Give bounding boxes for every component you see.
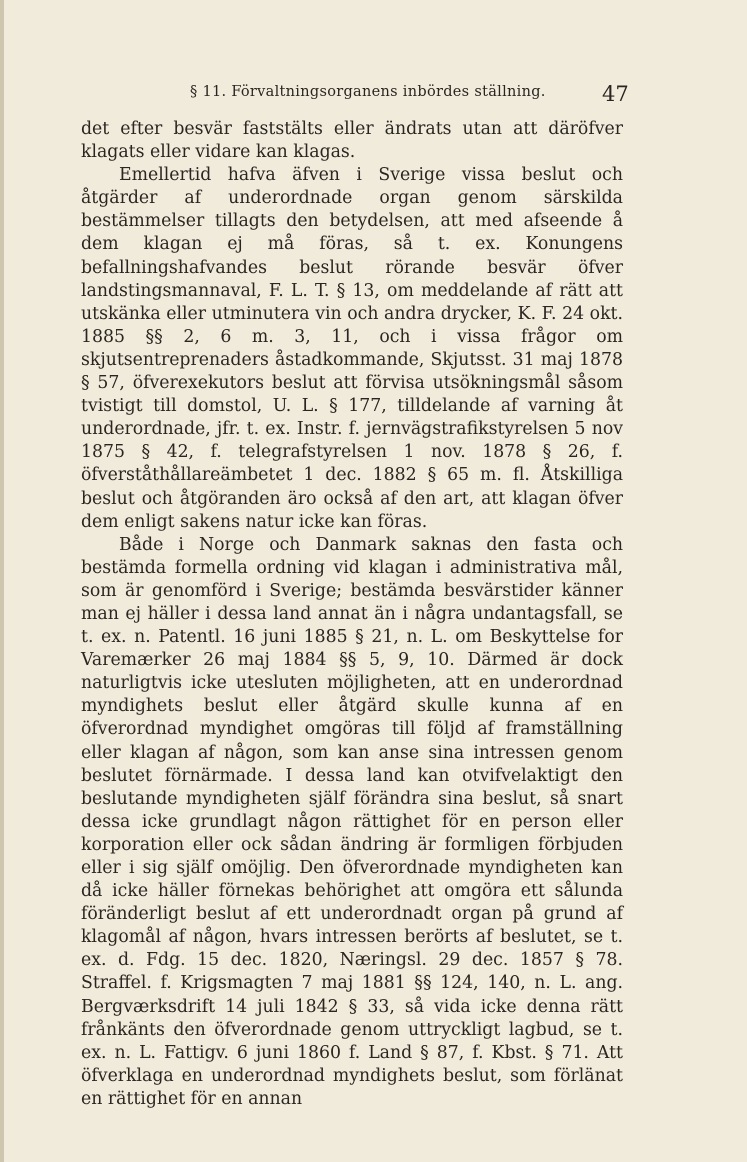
page-number: 47: [602, 82, 629, 106]
paragraph: Emellertid hafva äfven i Sverige vissa beslut och åtgärder af underordnade organ genom särskilda bestämmelser tillagts den betydelsen, att med afseende å dem klagan ej må föras, så t. ex. Konungens befallningshafvandes beslut rörande besvär öfver landstingsmannaval, F. L. T. § 13, om meddelande af rätt att utskänka eller utminutera vin och andra drycker, K. F. 24 okt. 1885 §§ 2, 6 m. 3, 11, och i vissa frågor om skjutsentreprenaders åstadkommande, Skjutsst. 31 maj 1878 § 57, öfverexekutors beslut att förvisa utsökningsmål såsom tvistigt till domstol, U. L. § 177, tilldelande af varning åt underordnade, jfr. t. ex. Instr. f. jernvägstrafikstyrelsen 5 nov 1875 § 42, f. telegrafstyrelsen 1 nov. 1878 § 26, f. öfverståthållareämbetet 1 dec. 1882 § 65 m. fl. Åtskilliga beslut och åtgöranden äro också af den art, att klagan öfver dem enligt sakens natur icke kan föras.: [81, 165, 623, 532]
paragraph: Både i Norge och Danmark saknas den fasta och bestämda formella ordning vid klagan i administrativa mål, som är genomförd i Sverige; bestämda besvärstider känner man ej häller i dessa land annat än i några undantagsfall, se t. ex. n. Patentl. 16 juni 1885 § 21, n. L. om Beskyttelse for Varemærker 26 maj 1884 §§ 5, 9, 10. Därmed är dock naturligtvis icke utesluten möjligheten, att en underordnad myndighets beslut eller åtgärd skulle kunna af en öfverordnad myndighet omgöras till följd af framställning eller klagan af någon, som kan anse sina intressen genom beslutet förnärmade. I dessa land kan otvifvelaktigt den beslutande myndigheten själf förändra sina beslut, så snart dessa icke grundlagt någon rättighet för en person eller korporation eller ock sådan ändring är formligen förbjuden eller i sig själf omöjlig. Den öfverordnade myndigheten kan då icke häller förnekas behörighet att omgöra ett sålunda föränderligt beslut af ett underordnadt organ på grund af klagomål af någon, hvars intressen berörts af beslutet, se t. ex. d. Fdg. 15 dec. 1820, Næringsl. 29 dec. 1857 § 78. Straffel. f. Krigsmagten 7 maj 1881 §§ 124, 140, n. L. ang. Bergværksdrift 14 juli 1842 § 33, så vida icke denna rätt frånkänts den öfverordnade genom uttryckligt lagbud, se t. ex. n. L. Fattigv. 6 juni 1860 f. Land § 87, f. Kbst. § 71. Att öfverklaga en underordnad myndighets beslut, som förlänat en rättighet för en annan: [81, 534, 623, 1109]
running-header: § 11. Förvaltningsorganens inbördes ställning.: [190, 84, 546, 100]
body-text: [81, 118, 623, 1111]
page-edge: [0, 0, 4, 1162]
paragraph-continuation: det efter besvär faststälts eller ändrats utan att däröfver klagats eller vidare kan klagas.: [81, 119, 623, 163]
